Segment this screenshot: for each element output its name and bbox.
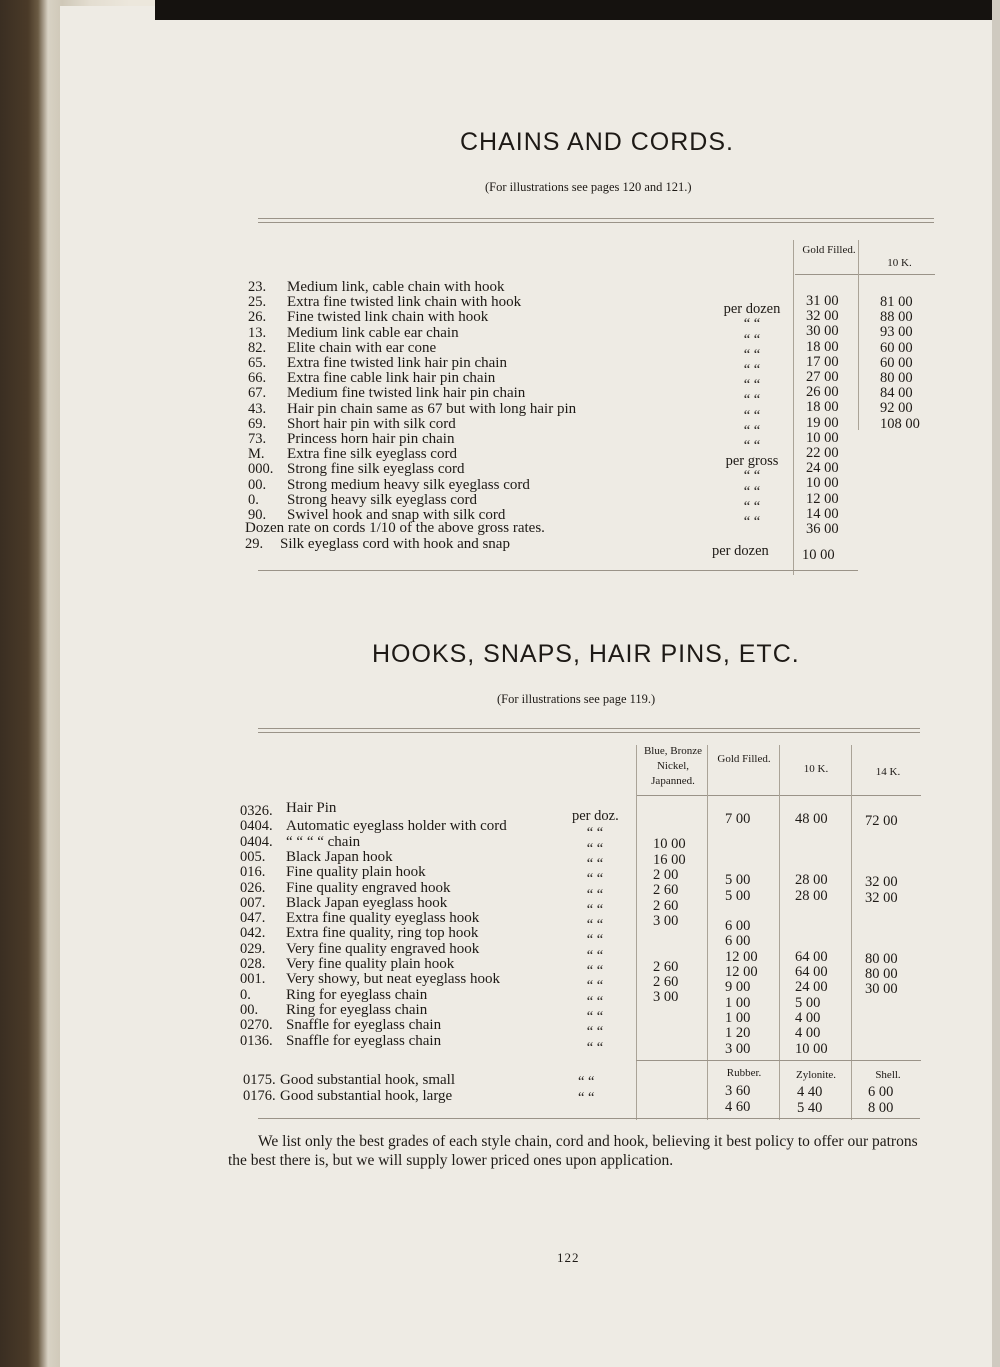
hook-row-code: 007. [240, 894, 266, 911]
chain-row-10k: 84 00 [880, 385, 913, 402]
chain-row-code: 25. [248, 294, 267, 311]
chain-row-unit: “ “ [743, 438, 761, 454]
hook-row-unit: “ “ [586, 901, 604, 918]
hook-row-desc: Fine quality engraved hook [286, 879, 451, 896]
chain-row-gold: 19 00 [806, 414, 839, 431]
substantial-hook-zylonite: 5 40 [797, 1100, 823, 1116]
hook-row-10k: 24 00 [795, 979, 828, 996]
hook-row-blue: 2 60 [653, 882, 679, 899]
hook-row-desc: Automatic eyeglass holder with cord [286, 818, 507, 835]
hook-row-10k: 4 00 [795, 1025, 821, 1042]
chain-row-gold: 10 00 [806, 429, 839, 446]
table1-header-10k: 10 K. [887, 257, 912, 269]
hook-row-gold: 6 00 [725, 933, 751, 950]
subheader-zylonite: Zylonite. [795, 1069, 837, 1081]
chain-row-unit: per gross [725, 453, 779, 470]
chain-row-desc: Hair pin chain same as 67 but with long hair pin [287, 400, 577, 417]
chain-row-desc: Medium link, cable chain with hook [287, 279, 505, 295]
chain-row-unit: per dozen [723, 301, 781, 318]
table1-header-gold: Gold Filled. [802, 244, 856, 256]
hook-row-14k: 32 00 [865, 874, 898, 891]
hook-row-code: 016. [240, 864, 266, 881]
hook-row-unit: “ “ [586, 978, 604, 995]
hook-row-10k: 64 00 [795, 948, 828, 965]
hook-row-blue: 16 00 [653, 851, 686, 868]
chain-row-desc: Extra fine twisted link hair pin chain [287, 355, 507, 371]
chain-row-desc: Strong heavy silk eyeglass cord [287, 491, 477, 508]
hook-row-gold: 12 00 [725, 948, 758, 965]
chain-row-gold: 18 00 [806, 338, 839, 355]
hook-row-code: 047. [240, 910, 266, 927]
table1-top-rule [258, 218, 934, 219]
chain-row-code: 67. [248, 385, 267, 402]
substantial-hook-unit: “ “ [578, 1090, 595, 1106]
hook-row-unit: “ “ [586, 871, 604, 888]
hook-row-code: 0270. [240, 1017, 273, 1034]
table2-unit-header: per doz. [572, 808, 619, 824]
chain-row-gold: 12 00 [806, 490, 839, 507]
chain-row-gold: 30 00 [806, 323, 839, 340]
chain-row-unit: “ “ [743, 392, 761, 409]
hook-row-blue: 2 60 [653, 974, 679, 990]
chain-row-code: 90. [248, 507, 267, 523]
hook-row-code: 001. [240, 971, 266, 988]
hook-row-desc: Hair Pin [286, 800, 337, 816]
hook-row-unit: “ “ [586, 1039, 604, 1056]
chain-row-unit: “ “ [743, 346, 761, 363]
chain-row-10k: 88 00 [880, 309, 913, 326]
table2-bottom-rule [258, 1118, 920, 1119]
substantial-hook-code: 0175. [243, 1072, 276, 1088]
table2-divider-1 [636, 745, 637, 1120]
hook-row-10k: 28 00 [795, 887, 828, 904]
chain-row-desc: Medium link cable ear chain [287, 324, 459, 341]
substantial-hook-rubber: 3 60 [725, 1083, 751, 1099]
chain-row-gold: 10 00 [806, 475, 839, 492]
section-title-chains: CHAINS AND CORDS. [460, 128, 734, 156]
hook-row-desc: Snaffle for eyeglass chain [286, 1032, 442, 1049]
chain-row-code: 69. [248, 415, 267, 432]
chain-row-unit: “ “ [743, 362, 761, 378]
chain-row-desc: Swivel hook and snap with silk cord [287, 507, 506, 523]
hook-row-unit: “ “ [586, 993, 604, 1010]
chain-row-10k: 81 00 [880, 294, 913, 310]
hook-row-desc: Ring for eyeglass chain [286, 1001, 428, 1018]
chain-row-code: 0. [248, 491, 259, 508]
chain-row-10k: 108 00 [880, 415, 920, 432]
hook-row-gold: 6 00 [725, 918, 751, 935]
hook-row-desc: Black Japan hook [286, 848, 393, 865]
hook-row-blue: 3 00 [653, 989, 679, 1006]
hook-row-14k: 32 00 [865, 889, 898, 906]
hook-row-10k: 4 00 [795, 1009, 821, 1026]
table2-header-blue: Blue, Bronze Nickel, Japanned. [643, 745, 703, 787]
table1-bottom-rule [258, 570, 858, 571]
substantial-hook-rubber: 4 60 [725, 1099, 751, 1115]
chain-row-gold: 27 00 [806, 369, 839, 385]
chain-row-10k: 93 00 [880, 324, 913, 341]
hook-row-code: 0136. [240, 1032, 273, 1049]
hook-row-10k: 28 00 [795, 872, 828, 889]
table2-top-rule-2 [258, 732, 920, 733]
hook-row-unit: “ “ [586, 1008, 604, 1025]
chain-row-10k: 80 00 [880, 370, 913, 386]
hook-row-desc: Fine quality plain hook [286, 864, 426, 881]
chain-row-code: M. [248, 446, 265, 463]
footer-note: We list only the best grades of each style chain, cord and hook, believing it best policy to offer our patrons the best there is, but we will supply lower priced ones upon application. [228, 1133, 918, 1169]
table2-header-14k: 14 K. [875, 766, 901, 778]
hook-row-desc: Ring for eyeglass chain [286, 986, 428, 1003]
hook-row-gold: 5 00 [725, 887, 751, 904]
hook-row-unit: “ “ [586, 886, 604, 903]
subheader-shell: Shell. [875, 1069, 901, 1081]
chain-row-code: 00. [248, 476, 267, 493]
last-row-unit: per dozen [712, 543, 769, 559]
hook-row-desc: Extra fine quality, ring top hook [286, 925, 479, 942]
hook-row-code: 0. [240, 986, 251, 1003]
substantial-hook-desc: Good substantial hook, large [280, 1088, 453, 1104]
hook-row-unit: “ “ [586, 963, 604, 979]
chain-row-code: 66. [248, 370, 267, 387]
hook-row-blue: 2 00 [653, 866, 679, 883]
hook-row-code: 0404. [240, 833, 273, 850]
hook-row-unit: “ “ [586, 840, 604, 857]
hook-row-desc: Black Japan eyeglass hook [286, 894, 448, 911]
chain-row-gold: 24 00 [806, 460, 839, 477]
chain-row-desc: Medium fine twisted link hair pin chain [287, 385, 526, 402]
table1-divider-2 [858, 240, 859, 430]
hook-row-unit: “ “ [586, 932, 604, 949]
table1-header-rule [795, 274, 935, 275]
hook-row-unit: “ “ [586, 825, 604, 842]
chain-row-gold: 32 00 [806, 308, 839, 325]
chain-row-10k: 60 00 [880, 339, 913, 356]
chain-row-unit: “ “ [743, 331, 761, 348]
hook-row-blue: 3 00 [653, 912, 679, 929]
chain-row-unit: “ “ [743, 514, 761, 530]
hook-row-code: 005. [240, 848, 266, 865]
page-number: 122 [557, 1250, 580, 1265]
hook-row-14k: 80 00 [865, 966, 898, 982]
table2-sub-rule [636, 1060, 921, 1061]
substantial-hook-unit: “ “ [578, 1074, 595, 1090]
hook-row-gold: 1 00 [725, 994, 751, 1011]
hook-row-gold: 9 00 [725, 979, 751, 996]
substantial-hook-code: 0176. [243, 1088, 276, 1104]
section-subtitle-chains: (For illustrations see pages 120 and 121.) [485, 180, 692, 194]
hook-row-unit: “ “ [586, 855, 604, 872]
chain-row-code: 23. [248, 279, 267, 295]
chain-row-gold: 36 00 [806, 521, 839, 537]
section-title-hooks: HOOKS, SNAPS, HAIR PINS, ETC. [372, 640, 800, 668]
last-row-code: 29. [245, 536, 264, 552]
chain-row-desc: Extra fine cable link hair pin chain [287, 370, 496, 387]
hook-row-10k: 64 00 [795, 964, 828, 980]
table2-divider-3 [779, 745, 780, 1120]
chain-row-desc: Short hair pin with silk cord [287, 415, 456, 432]
chain-row-desc: Elite chain with ear cone [287, 339, 437, 356]
table1-divider-1 [793, 240, 794, 575]
chain-row-desc: Fine twisted link chain with hook [287, 309, 489, 326]
chain-row-gold: 26 00 [806, 384, 839, 401]
chain-row-desc: Princess horn hair pin chain [287, 431, 455, 447]
hook-row-gold: 7 00 [725, 811, 751, 827]
table2-header-gold: Gold Filled. [717, 753, 771, 765]
subheader-rubber: Rubber. [726, 1067, 762, 1079]
chain-row-gold: 14 00 [806, 505, 839, 522]
chain-row-desc: Extra fine twisted link chain with hook [287, 294, 522, 311]
hook-row-desc: “ “ “ “ chain [286, 833, 361, 850]
hook-row-gold: 1 00 [725, 1009, 751, 1026]
chain-row-desc: Strong fine silk eyeglass cord [287, 461, 465, 478]
hook-row-blue: 2 60 [653, 897, 679, 914]
chain-row-code: 82. [248, 339, 267, 356]
hook-row-unit: “ “ [586, 1024, 604, 1041]
last-row-desc: Silk eyeglass cord with hook and snap [280, 536, 510, 552]
hook-row-10k: 10 00 [795, 1040, 828, 1057]
hook-row-10k: 48 00 [795, 811, 828, 827]
section-subtitle-hooks: (For illustrations see page 119.) [497, 692, 656, 706]
chain-row-unit: “ “ [743, 407, 761, 424]
hook-row-desc: Snaffle for eyeglass chain [286, 1017, 442, 1034]
hook-row-unit: “ “ [586, 947, 604, 964]
scan-right-border [992, 0, 1000, 1367]
chain-row-gold: 31 00 [806, 293, 839, 309]
scan-top-border [155, 0, 1000, 20]
chain-row-unit: “ “ [743, 316, 761, 333]
hook-row-blue: 2 60 [653, 958, 679, 975]
hook-row-gold: 5 00 [725, 872, 751, 889]
hook-row-10k: 5 00 [795, 994, 821, 1011]
hook-row-14k: 80 00 [865, 950, 898, 967]
chain-row-unit: “ “ [743, 377, 761, 394]
hook-row-blue: 10 00 [653, 836, 686, 853]
chain-row-gold: 17 00 [806, 353, 839, 370]
hook-row-gold: 1 20 [725, 1025, 751, 1042]
hook-row-desc: Very fine quality engraved hook [286, 940, 480, 957]
hook-row-code: 026. [240, 879, 266, 896]
chain-row-unit: “ “ [743, 468, 761, 485]
chain-row-unit: “ “ [743, 483, 761, 500]
chain-row-code: 73. [248, 431, 267, 447]
hook-row-code: 0404. [240, 818, 273, 835]
chain-row-code: 13. [248, 324, 267, 341]
chain-row-gold: 18 00 [806, 399, 839, 416]
chain-row-code: 26. [248, 309, 267, 326]
hook-row-code: 0326. [240, 803, 273, 819]
chain-row-10k: 60 00 [880, 354, 913, 371]
table2-divider-2 [707, 745, 708, 1120]
substantial-hook-desc: Good substantial hook, small [280, 1072, 455, 1088]
hook-row-desc: Very showy, but neat eyeglass hook [286, 971, 500, 988]
chain-row-code: 65. [248, 355, 267, 371]
hook-row-code: 00. [240, 1001, 259, 1018]
chain-row-desc: Extra fine silk eyeglass cord [287, 446, 457, 463]
chain-row-gold: 22 00 [806, 445, 839, 461]
table2-top-rule [258, 728, 920, 729]
substantial-hook-shell: 6 00 [868, 1084, 894, 1100]
hook-row-desc: Very fine quality plain hook [286, 956, 455, 972]
table2-header-10k: 10 K. [803, 763, 829, 775]
hook-row-desc: Extra fine quality eyeglass hook [286, 910, 480, 927]
substantial-hook-zylonite: 4 40 [797, 1084, 823, 1100]
chain-row-code: 43. [248, 400, 267, 417]
chain-row-code: 000. [248, 461, 274, 478]
hook-row-14k: 30 00 [865, 981, 898, 998]
chain-row-10k: 92 00 [880, 400, 913, 417]
table2-divider-4 [851, 745, 852, 1120]
hook-row-code: 042. [240, 925, 266, 942]
hook-row-gold: 12 00 [725, 964, 758, 980]
dozen-rate-note: Dozen rate on cords 1/10 of the above gross rates. [245, 520, 545, 536]
last-row-gold: 10 00 [802, 547, 835, 563]
hook-row-code: 029. [240, 940, 266, 957]
hook-row-unit: “ “ [586, 917, 604, 934]
hook-row-14k: 72 00 [865, 813, 898, 829]
hook-row-gold: 3 00 [725, 1040, 751, 1057]
hook-row-code: 028. [240, 956, 266, 972]
chain-row-unit: “ “ [743, 422, 761, 439]
chain-row-desc: Strong medium heavy silk eyeglass cord [287, 476, 530, 493]
substantial-hook-shell: 8 00 [868, 1100, 894, 1116]
table1-top-rule-2 [258, 222, 934, 223]
chain-row-unit: “ “ [743, 498, 761, 515]
